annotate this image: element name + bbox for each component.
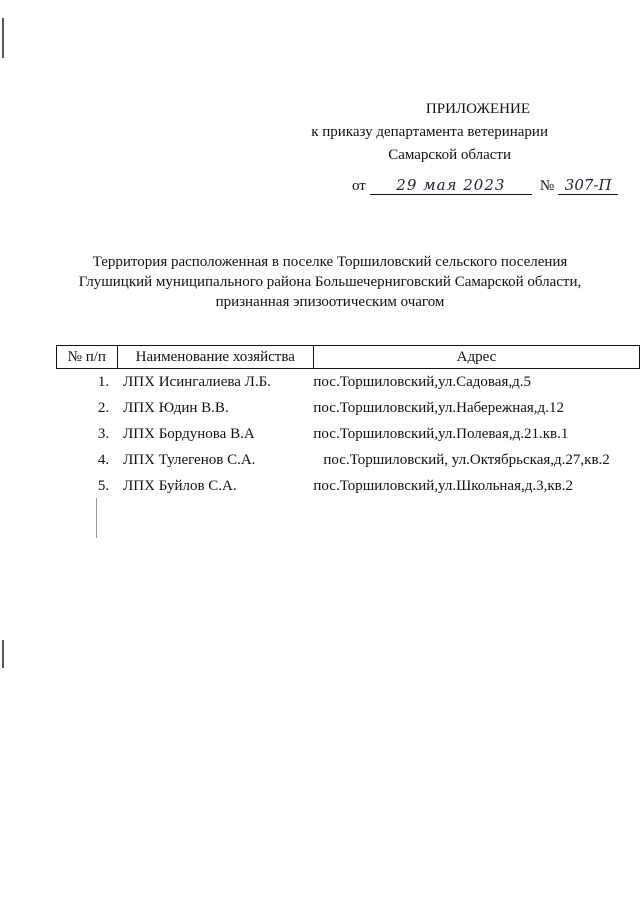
handwritten-date: 29 мая 2023 — [370, 176, 532, 195]
heading-line: Территория расположенная в поселке Торшиловский сельского поселения — [92, 254, 568, 270]
table-row — [57, 447, 640, 473]
number-label: № — [539, 178, 555, 194]
row-address: пос.Торшиловский,ул.Школьная,д.3,кв.2 — [313, 477, 573, 494]
from-label: от — [352, 178, 366, 194]
table-header-row — [57, 346, 640, 369]
heading-line: признанная эпизоотическим очагом — [215, 294, 445, 310]
table-row — [57, 369, 640, 396]
header-number: № п/п — [57, 346, 118, 369]
heading-line: Глушицкий муниципального района Большечерниговский Самарской области, — [78, 274, 582, 290]
row-farm-name: ЛПХ Тулегенов С.А. — [123, 451, 256, 468]
row-address: пос.Торшиловский,ул.Полевая,д.21.кв.1 — [313, 425, 569, 442]
scan-edge-mark — [2, 18, 4, 58]
header-farm-name: Наименование хозяйства — [117, 346, 313, 369]
table-row — [57, 395, 640, 421]
scan-edge-mark — [2, 640, 4, 668]
row-farm-name: ЛПХ Юдин В.В. — [123, 399, 229, 416]
appendix-order-line: к приказу департамента ветеринарии — [311, 124, 548, 140]
row-farm-name: ЛПХ Бордунова В.А — [123, 425, 255, 442]
row-farm-name: ЛПХ Исингалиева Л.Б. — [123, 373, 271, 390]
farms-table — [56, 345, 640, 499]
row-address: пос.Торшиловский,ул.Набережная,д.12 — [313, 399, 564, 416]
document-heading — [60, 252, 600, 312]
appendix-region-line: Самарской области — [388, 147, 511, 163]
table-row — [57, 473, 640, 499]
row-number: 2. — [97, 399, 110, 416]
row-address: пос.Торшиловский, ул.Октябрьская,д.27,кв.2 — [323, 451, 610, 468]
row-number: 1. — [97, 373, 110, 390]
appendix-block — [311, 98, 548, 167]
order-reference — [352, 176, 622, 195]
handwritten-order-number: 307-П — [558, 176, 618, 195]
row-number: 5. — [97, 477, 110, 494]
header-address: Адрес — [313, 346, 639, 369]
table-row — [57, 421, 640, 447]
row-number: 3. — [97, 425, 110, 442]
scan-edge-mark — [96, 498, 97, 538]
row-address: пос.Торшиловский,ул.Садовая,д.5 — [313, 373, 531, 390]
row-farm-name: ЛПХ Буйлов С.А. — [123, 477, 237, 494]
appendix-title: ПРИЛОЖЕНИЕ — [425, 101, 530, 117]
row-number: 4. — [97, 451, 110, 468]
